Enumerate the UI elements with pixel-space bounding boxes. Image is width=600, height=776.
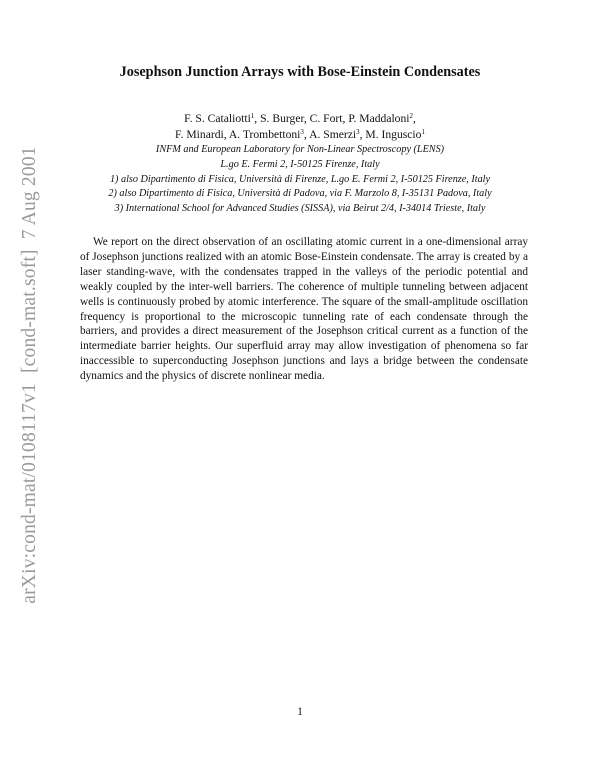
author-name: F. Minardi [175,128,224,141]
author-affiliation-mark: 3 [300,128,304,136]
paper-title: Josephson Junction Arrays with Bose-Einstein Condensates [119,64,481,80]
affiliation-note-1: 1) also Dipartimento di Fisica, Università di Firenze, L.go E. Fermi 2, I-50125 Firenze, Italy [109,174,491,185]
author-separator: , [413,112,416,125]
author-name: M. Inguscio [365,128,422,141]
author-name: C. Fort [309,112,343,125]
page-number: 1 [297,706,303,718]
author-separator: , [342,112,349,125]
abstract: We report on the direct observation of an oscillating atomic current in a one-dimensional array of Josephson junctions realized with an atomic Bose-Einstein condensate. The array is created by a laser standing-wave, with the condensates trapped in the valleys of the periodic potential and weakly coupled by the inter-well barriers. The coherence of multiple tunneling between adjacent wells is continuously probed by atomic interference. The square of the small-amplitude oscillation frequency is proportional to the microscopic tunneling rate of each condensate through the barriers, and provides a direct measurement of the Josephson critical current as a function of the intermediate barrier heights. Our superfluid array may allow investigation of phenomena so far inaccessible to superconducting Josephson junctions and lays a bridge between the condensate dynamics and the physics of discrete nonlinear media. [80,236,528,383]
author-name: A. Trombettoni [228,128,301,141]
arxiv-side-stamp [19,146,41,603]
author-name: F. S. Cataliotti [184,112,251,125]
author-separator: , [223,128,229,141]
author-affiliation-mark: 1 [421,128,425,136]
arxiv-category: [cond-mat.soft] [19,249,40,374]
affiliation-note-3: 3) International School for Advanced Studies (SISSA), via Beirut 2/4, I-34014 Trieste, Italy [114,203,486,214]
author-line-1 [0,112,600,125]
author-line-2 [0,128,600,141]
author-affiliation-mark: 2 [409,112,414,120]
arxiv-date: 7 Aug 2001 [19,146,40,240]
author-name: P. Maddaloni [348,112,410,125]
institution-name: INFM and European Laboratory for Non-Linear Spectroscopy (LENS) [155,144,445,155]
author-affiliation-mark: 3 [356,128,360,136]
affiliation-note-2: 2) also Dipartimento di Fisica, Università di Padova, via F. Marzolo 8, I-35131 Padova, Italy [108,188,492,199]
institution-address: L.go E. Fermi 2, I-50125 Firenze, Italy [220,159,380,170]
author-name: S. Burger [260,112,304,125]
author-separator: , [359,128,366,141]
author-separator: , [303,128,310,141]
author-affiliation-mark: 1 [250,112,255,120]
arxiv-id: arXiv:cond-mat/0108117v1 [19,383,40,604]
author-separator: , [303,112,310,125]
author-name: A. Smerzi [309,128,357,141]
author-separator: , [254,112,261,125]
